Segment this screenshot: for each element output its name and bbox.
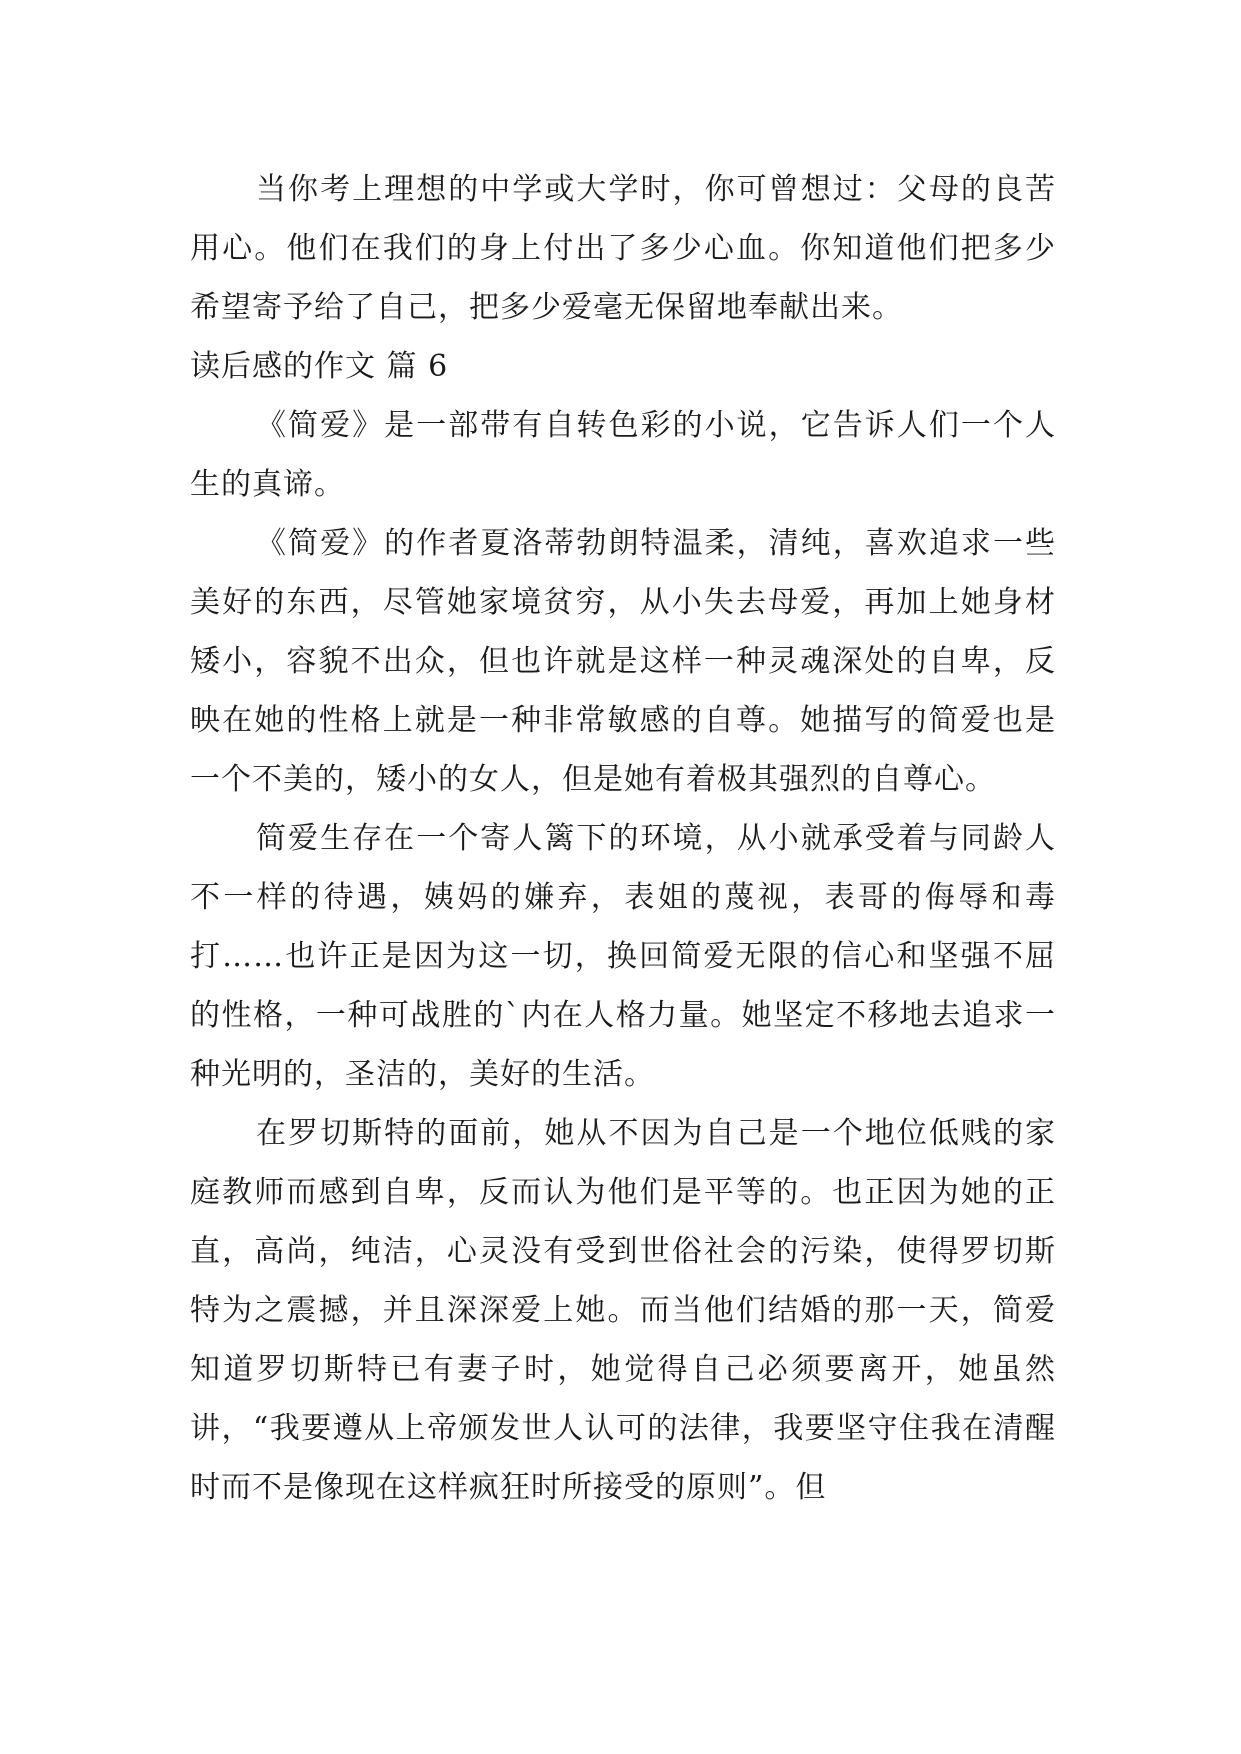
paragraph: 在罗切斯特的面前，她从不因为自己是一个地位低贱的家庭教师而感到自卑，反而认为他们是平等的。也正因为她的正直，高尚，纯洁，心灵没有受到世俗社会的污染，使得罗切斯特为之震撼，并且深深爱上她。而当他们结婚的那一天，简爱知道罗切斯特已有妻子时，她觉得自己必须要离开，她虽然讲，“我要遵从上帝颁发世人认可的法律，我要坚守住我在清醒时而不是像现在这样疯狂时所接受的原则”。但	[190, 1116, 1056, 1505]
document-body	[190, 160, 1056, 1517]
section-heading: 读后感的作文 篇 6	[190, 349, 449, 384]
paragraph: 简爱生存在一个寄人篱下的环境，从小就承受着与同龄人不一样的待遇，姨妈的嫌弃，表姐的蔑视，表哥的侮辱和毒打……也许正是因为这一切，换回简爱无限的信心和坚强不屈的性格，一种可战胜的`内在人格力量。她坚定不移地去追求一种光明的，圣洁的，美好的生活。	[190, 821, 1056, 1092]
paragraph: 《简爱》是一部带有自转色彩的小说，它告诉人们一个人生的真谛。	[190, 408, 1056, 502]
paragraph: 《简爱》的作者夏洛蒂勃朗特温柔，清纯，喜欢追求一些美好的东西，尽管她家境贫穷，从小失去母爱，再加上她身材矮小，容貌不出众，但也许就是这样一种灵魂深处的自卑，反映在她的性格上就是一种非常敏感的自尊。她描写的简爱也是一个不美的，矮小的女人，但是她有着极其强烈的自尊心。	[190, 526, 1056, 797]
paragraph-intro: 当你考上理想的中学或大学时，你可曾想过：父母的良苦用心。他们在我们的身上付出了多少心血。你知道他们把多少希望寄予给了自己，把多少爱毫无保留地奉献出来。	[190, 172, 1056, 325]
